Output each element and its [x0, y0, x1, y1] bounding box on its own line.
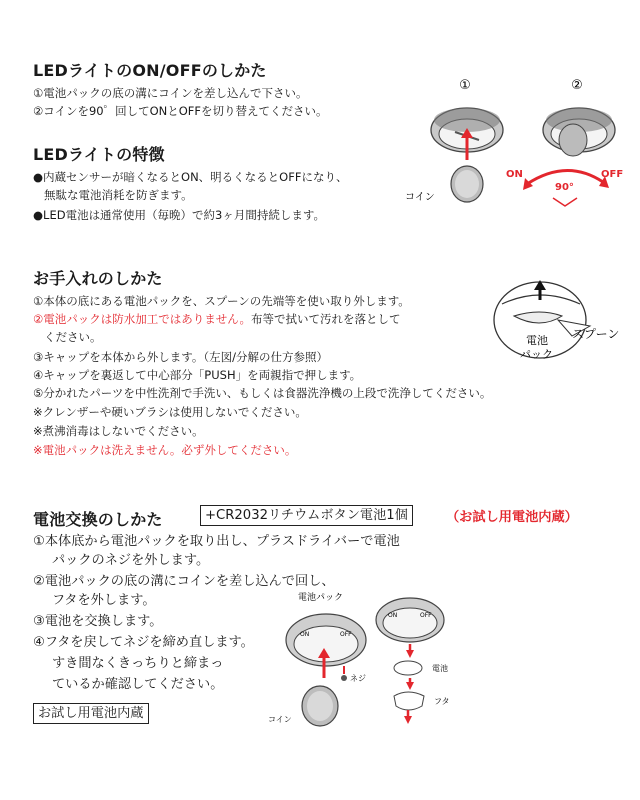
battery-line-3: ②電池パックの底の溝にコインを差し込んで回し、: [33, 574, 335, 589]
lid-label: フタ: [434, 697, 450, 706]
care-line-8: ※煮沸消毒はしないでください。: [33, 424, 204, 438]
off-mark: OFF: [340, 631, 352, 638]
care-heading: お手入れのしかた: [33, 269, 163, 288]
battery-spec-box: +CR2032リチウムボタン電池1個: [200, 505, 413, 526]
care-line-6: ⑤分かれたパーツを中性洗剤で手洗い、もしくは食器洗浄機の上段で洗浄してください。: [33, 386, 492, 400]
pack-label: 電池パック: [298, 593, 344, 603]
battery-line-8: ているか確認してください。: [52, 677, 224, 692]
on-mark: ON: [300, 631, 310, 638]
coin-icon: [451, 166, 483, 202]
care-line-5: ④キャップを裏返して中心部分「PUSH」を両親指で押します。: [33, 368, 362, 382]
coin-label: コイン: [268, 715, 292, 724]
battery-figure: [268, 588, 468, 738]
coin-label: コイン: [405, 192, 435, 203]
battery-line-7: すき間なくきっちりと締まっ: [52, 656, 224, 671]
led-features-heading: LEDライトの特徴: [33, 145, 165, 164]
battery-cell-icon: [394, 661, 422, 675]
battery-line-6: ④フタを戻してネジを締め直します。: [33, 635, 254, 650]
step1-label: ①: [459, 78, 471, 93]
led-features-line-2: 無駄な電池消耗を防ぎます。: [44, 188, 193, 202]
battery-label: 電池: [432, 664, 448, 673]
care-warning-red: ②電池パックは防水加工ではありません。: [33, 312, 251, 326]
battery-heading: 電池交換のしかた: [33, 510, 163, 529]
trial-battery-box: お試し用電池内蔵: [33, 703, 149, 724]
battery-pack-label-2: パック: [520, 348, 553, 361]
screw-icon: [341, 675, 347, 681]
battery-line-2: パックのネジを外します。: [52, 553, 210, 568]
led-onoff-line-2: ②コインを90゜回してONとOFFを切り替えてください。: [33, 104, 328, 118]
led-features-line-3: ●LED電池は通常使用（毎晩）で約3ヶ月間持続します。: [33, 208, 325, 222]
battery-pack-label-1: 電池: [526, 334, 548, 347]
battery-line-1: ①本体底から電池パックを取り出し、プラスドライバーで電池: [33, 534, 400, 549]
step2-label: ②: [571, 78, 583, 93]
device-2: [543, 108, 615, 156]
care-line-3: ください。: [44, 330, 102, 344]
battery-trial-note: （お試し用電池内蔵）: [446, 510, 578, 525]
battery-line-5: ③電池を交換します。: [33, 614, 163, 629]
care-line-9: ※電池パックは洗えません。必ず外してください。: [33, 443, 297, 457]
care-figure: [480, 268, 630, 368]
coin-icon: [302, 686, 338, 726]
led-onoff-line-1: ①電池パックの底の溝にコインを差し込んで下さい。: [33, 86, 308, 100]
screw-label: ネジ: [350, 674, 366, 683]
led-features-line-1: ●内蔵センサーが暗くなるとON、明るくなるとOFFになり、: [33, 170, 348, 184]
onoff-figure: [395, 72, 640, 222]
on-mark-2: ON: [388, 612, 398, 619]
angle-label: 90°: [555, 182, 574, 193]
care-line-2-rest: 布等で拭いて汚れを落として: [251, 312, 401, 326]
lid-icon: [394, 692, 424, 710]
pack-device-1: [286, 614, 366, 666]
on-label: ON: [506, 169, 523, 180]
led-onoff-heading: LEDライトのON/OFFのしかた: [33, 61, 267, 80]
care-line-7: ※クレンザーや硬いブラシは使用しないでください。: [33, 405, 307, 419]
battery-line-4: フタを外します。: [52, 593, 156, 608]
care-line-4: ③キャップを本体から外します。（左図/分解の仕方参照）: [33, 350, 329, 364]
pack-device-2: [376, 598, 444, 642]
care-line-1: ①本体の底にある電池パックを、スプーンの先端等を使い取り外します。: [33, 294, 410, 308]
off-label: OFF: [601, 169, 624, 180]
off-mark-2: OFF: [420, 612, 432, 619]
care-line-2: [33, 312, 401, 328]
spoon-label: スプーン: [572, 327, 620, 341]
